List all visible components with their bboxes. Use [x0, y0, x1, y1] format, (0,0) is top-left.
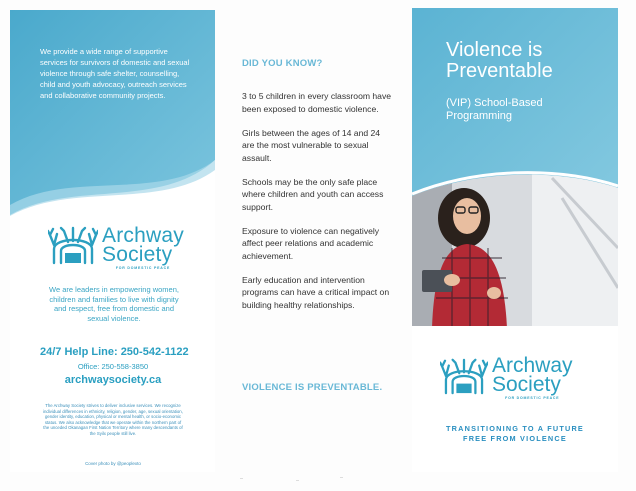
- cover-subtitle: [446, 97, 543, 123]
- logo-line2: Society: [102, 242, 173, 266]
- violence-preventable-footer: VIOLENCE IS PREVENTABLE.: [242, 382, 383, 393]
- left-hero-banner: [10, 10, 215, 220]
- intro-text: We provide a wide range of supportive services for survivors of domestic and sexual violence through safe shelter, counselling, child and youth advocacy, outreach services and collaborative community projects.: [40, 47, 190, 100]
- cover-photo-credit: Cover photo by @peoplexto: [85, 461, 141, 466]
- middle-panel: [220, 10, 404, 472]
- archway-logo-cover: [440, 356, 573, 400]
- fact-item: Exposure to violence can negatively affect peer relations and academic achievement.: [242, 225, 380, 261]
- right-panel: [412, 8, 618, 472]
- help-line: 24/7 Help Line: 250-542-1122: [40, 346, 189, 358]
- website-link[interactable]: archwaysociety.ca: [64, 374, 162, 386]
- cover-subtitle-line1: (VIP) School-Based: [446, 97, 543, 109]
- logo-line1: Archway: [102, 223, 184, 247]
- tagline-line2: FREE FROM VIOLENCE: [463, 433, 567, 443]
- cover-title: [446, 40, 553, 82]
- archway-logo: [48, 225, 184, 270]
- tree-arch-logo-icon: [48, 225, 98, 270]
- logo-subtitle: FOR DOMESTIC PEACE: [505, 396, 560, 400]
- fact-item: Early education and intervention programs can have a critical impact on building healthy relationships.: [242, 274, 390, 310]
- cover-title-line1: Violence is: [446, 39, 543, 61]
- scan-speck: [340, 477, 343, 478]
- mission-statement: We are leaders in empowering women, children and families to live with dignity and respect, free from domestic and sexual violence.: [49, 285, 179, 323]
- inclusion-statement: The Archway Society strives to deliver inclusive services. We recognize individual differences in ethnicity, religion, gender, age, sexual orientation, gender identity, education, physical or mental health, or socio-economic status. We also acknowledge that we operate within the northern part of the unceded Okanagan First Nation Territory where many descendants of the Syilx people still live.: [43, 403, 183, 436]
- did-you-know-heading: DID YOU KNOW?: [242, 58, 323, 69]
- scan-speck: [296, 480, 299, 481]
- logo-subtitle: FOR DOMESTIC PEACE: [115, 265, 171, 270]
- logo-line2: Society: [492, 373, 561, 396]
- logo-line1: Archway: [492, 354, 573, 377]
- cover-subtitle-line2: Programming: [446, 110, 513, 122]
- fact-item: 3 to 5 children in every classroom have been exposed to domestic violence.: [242, 91, 392, 114]
- office-phone: Office: 250-558-3850: [77, 362, 149, 371]
- tree-arch-logo-icon: [440, 357, 488, 400]
- cover-hero: [412, 8, 618, 338]
- tagline-line1: TRANSITIONING TO A FUTURE: [446, 424, 584, 433]
- fact-item: Schools may be the only safe place where children and youth can access support.: [242, 176, 384, 212]
- scan-speck: [240, 478, 243, 479]
- left-panel: [10, 10, 215, 472]
- tagline: [422, 424, 608, 443]
- facts-list: [242, 90, 392, 323]
- fact-item: Girls between the ages of 14 and 24 are the most vulnerable to sexual assault.: [242, 127, 381, 163]
- cover-title-line2: Preventable: [446, 60, 553, 82]
